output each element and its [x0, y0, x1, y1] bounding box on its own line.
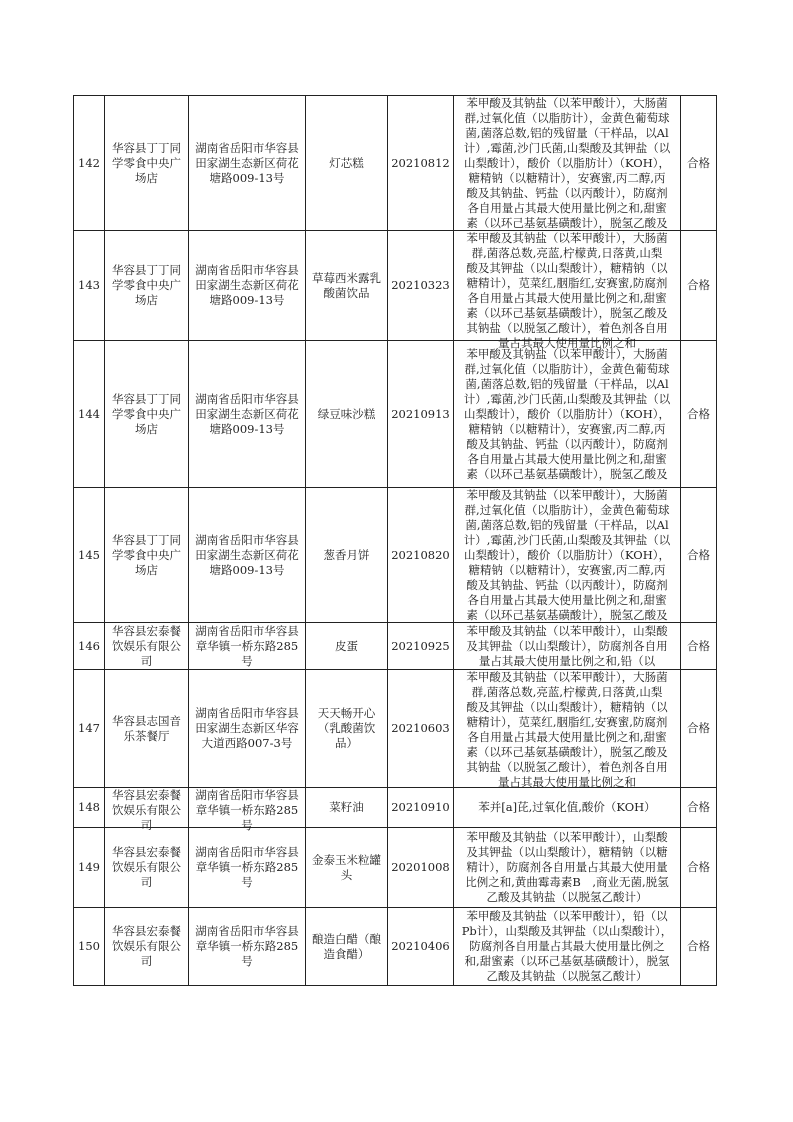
table-row [74, 623, 717, 670]
company-name-text: 华容县丁丁同 学零食中央广 场店 [112, 263, 181, 307]
test-items-text: 苯甲酸及其钠盐（以苯甲酸计），大肠菌 群,过氧化值（以脂肪计），金黄色葡萄球 菌,菌落总数,铝的残留量（干样品，以Al 计）,霉菌,沙门氏菌,山梨酸及其钾盐（以 山梨酸计），酸价（以脂肪计）（KOH）， 糖精钠（以糖精计），安赛蜜,丙二醇,丙 酸及其钠盐、钙盐（以丙酸计），防腐剂 各自用量占其最大使用量比例之和,甜蜜 素（以环己基氨基磺酸计），脱氢乙酸及 [463, 96, 671, 230]
company-address-text: 湖南省岳阳市华容县 田家湖生态新区荷花 塘路009-13号 [195, 140, 299, 185]
row-number [74, 341, 105, 488]
company-name-text: 华容县宏泰餐 饮娱乐有限公 司 [112, 623, 181, 668]
product-name [306, 341, 388, 488]
result-status-text: 合格 [687, 721, 710, 735]
result-status-text: 合格 [687, 939, 710, 953]
test-items-text: 苯甲酸及其钠盐（以苯甲酸计），大肠菌 群,过氧化值（以脂肪计），金黄色葡萄球 菌,菌落总数,铝的残留量（干样品，以Al 计）,霉菌,沙门氏菌,山梨酸及其钾盐（以 山梨酸计），酸价（以脂肪计）（KOH）， 糖精钠（以糖精计），安赛蜜,丙二醇,丙 酸及其钠盐、钙盐（以丙酸计），防腐剂 各自用量占其最大使用量比例之和,甜蜜 素（以环己基氨基磺酸计），脱氢乙酸及 [463, 346, 671, 481]
row-number [74, 788, 105, 828]
company-name [105, 96, 189, 231]
company-address [189, 670, 306, 788]
production-date-text: 20201008 [391, 860, 450, 874]
company-address-text: 湖南省岳阳市华容县 章华镇一桥东路285号 [195, 845, 299, 889]
row-number [74, 670, 105, 788]
product-name-text: 绿豆味沙糕 [317, 406, 376, 421]
row-number-text: 142 [78, 155, 100, 170]
row-number-text: 150 [78, 939, 100, 953]
table-row [74, 788, 717, 828]
test-items [454, 96, 681, 231]
test-items-text: 苯甲酸及其钠盐（以苯甲酸计），大肠菌 群,菌落总数,亮蓝,柠檬黄,日落黄,山梨 酸及其钾盐（以山梨酸计），糖精钠（以 糖精计），苋菜红,胭脂红,安赛蜜,防腐剂 各自用量占其最大使用量比例之和,甜蜜 素（以环己基氨基磺酸计），脱氢乙酸及 其钠盐（以脱氢乙酸计），着色剂各自用 量占其最大使用量比例之和 [466, 670, 668, 789]
row-number-text: 148 [78, 800, 100, 814]
table-row [74, 670, 717, 788]
result-status [681, 623, 717, 670]
test-items-text: 苯甲酸及其钠盐（以苯甲酸计），大肠菌 群,过氧化值（以脂肪计），金黄色葡萄球 菌,菌落总数,铝的残留量（干样品，以Al 计）,霉菌,沙门氏菌,山梨酸及其钾盐（以 山梨酸计），酸价（以脂肪计）（KOH）， 糖精钠（以糖精计），安赛蜜,丙二醇,丙 酸及其钠盐、钙盐（以丙酸计），防腐剂 各自用量占其最大使用量比例之和,甜蜜 素（以环己基氨基磺酸计），脱氢乙酸及 [463, 488, 671, 622]
product-name [306, 623, 388, 670]
result-status [681, 670, 717, 788]
test-items [454, 828, 681, 908]
production-date [388, 623, 454, 670]
company-name [105, 488, 189, 623]
product-name [306, 908, 388, 986]
test-items [454, 231, 681, 350]
production-date-text: 20210406 [391, 939, 450, 953]
result-status [681, 341, 717, 488]
company-name [105, 623, 189, 670]
company-address-text: 湖南省岳阳市华容县 田家湖生态新区荷花 塘路009-13号 [195, 532, 299, 577]
product-name-text: 酿造白醋（酿 造食醋） [312, 931, 381, 961]
company-name [105, 670, 189, 788]
product-name-text: 草莓西米露乳 酸菌饮品 [312, 270, 381, 300]
row-number-text: 143 [78, 278, 100, 292]
product-name-text: 皮蛋 [335, 638, 358, 653]
company-address [189, 908, 306, 986]
product-name [306, 96, 388, 231]
company-address [189, 231, 306, 341]
test-items-text: 苯甲酸及其钠盐（以苯甲酸计），山梨酸 及其钾盐（以山梨酸计），防腐剂各自用 量占其最大使用量比例之和,铅（以 [466, 623, 668, 668]
test-items-text: 苯甲酸及其钠盐（以苯甲酸计），山梨酸 及其钾盐（以山梨酸计），糖精钠（以糖 精计），防腐剂各自用量占其最大使用量 比例之和,黄曲霉毒素B ,商业无菌,脱氢 乙酸及其钠盐（以脱氢乙酸计） [465, 830, 669, 904]
production-date [388, 488, 454, 623]
row-number [74, 908, 105, 986]
test-items-text: 苯甲酸及其钠盐（以苯甲酸计），大肠菌 群,菌落总数,亮蓝,柠檬黄,日落黄,山梨 酸及其钾盐（以山梨酸计），糖精钠（以 糖精计），苋菜红,胭脂红,安赛蜜,防腐剂 各自用量占其最大使用量比例之和,甜蜜 素（以环己基氨基磺酸计），脱氢乙酸及 其钠盐（以脱氢乙酸计），着色剂各自用 量占其最大使用量比例之和 [466, 231, 668, 350]
company-address-text: 湖南省岳阳市华容县 章华镇一桥东路285号 [195, 788, 299, 832]
row-number [74, 96, 105, 231]
row-number-text: 149 [78, 860, 100, 874]
table-row [74, 341, 717, 488]
company-name-text: 华容县宏泰餐 饮娱乐有限公 司 [112, 845, 181, 889]
table-row [74, 828, 717, 908]
company-address-text: 湖南省岳阳市华容县 田家湖生态新区荷花 塘路009-13号 [195, 263, 299, 307]
row-number-text: 147 [78, 721, 100, 735]
production-date [388, 231, 454, 341]
test-items [454, 908, 681, 986]
production-date [388, 908, 454, 986]
product-name-text: 葱香月饼 [323, 547, 370, 562]
company-address-text: 湖南省岳阳市华容县 章华镇一桥东路285号 [195, 623, 299, 668]
company-address-text: 湖南省岳阳市华容县 田家湖生态新区荷花 塘路009-13号 [195, 391, 299, 436]
product-name-text: 菜籽油 [329, 800, 364, 814]
company-name-text: 华容县丁丁同 学零食中央广 场店 [112, 391, 181, 436]
result-status-text: 合格 [687, 406, 710, 421]
result-status [681, 488, 717, 623]
product-name [306, 828, 388, 908]
production-date-text: 20210323 [391, 278, 450, 292]
result-status-text: 合格 [687, 155, 710, 170]
result-status-text: 合格 [687, 278, 710, 292]
production-date-text: 20210910 [391, 800, 450, 814]
table-row [74, 488, 717, 623]
row-number [74, 623, 105, 670]
table-row [74, 96, 717, 231]
test-items-text: 苯并[a]芘,过氧化值,酸价（KOH） [478, 800, 656, 814]
row-number [74, 488, 105, 623]
production-date-text: 20210913 [391, 406, 450, 421]
production-date [388, 96, 454, 231]
result-status-text: 合格 [687, 638, 710, 653]
production-date [388, 341, 454, 488]
company-name [105, 828, 189, 908]
company-address [189, 488, 306, 623]
result-status [681, 231, 717, 341]
product-name [306, 231, 388, 341]
production-date-text: 20210925 [391, 638, 450, 653]
company-address-text: 湖南省岳阳市华容县 田家湖生态新区华容 大道西路007-3号 [195, 706, 299, 750]
test-items [454, 341, 681, 488]
company-address-text: 湖南省岳阳市华容县 章华镇一桥东路285号 [195, 924, 299, 968]
product-name-text: 天天畅开心 （乳酸菌饮 品） [317, 706, 376, 750]
result-status-text: 合格 [687, 800, 710, 814]
product-name [306, 488, 388, 623]
company-name [105, 788, 189, 832]
company-address [189, 828, 306, 908]
company-address [189, 96, 306, 231]
product-name-text: 灯芯糕 [329, 155, 364, 170]
product-name-text: 金泰玉米粒罐 头 [312, 852, 381, 882]
result-status-text: 合格 [687, 547, 710, 562]
row-number-text: 146 [78, 638, 100, 653]
production-date-text: 20210603 [391, 721, 450, 735]
company-name [105, 908, 189, 986]
table-row [74, 908, 717, 986]
product-name [306, 788, 388, 828]
test-items [454, 670, 681, 788]
company-name-text: 华容县志国音 乐茶餐厅 [112, 713, 181, 743]
production-date-text: 20210820 [391, 547, 450, 562]
company-name-text: 华容县宏泰餐 饮娱乐有限公 司 [112, 924, 181, 968]
production-date [388, 670, 454, 788]
company-name [105, 231, 189, 341]
company-address [189, 623, 306, 670]
test-items [454, 623, 681, 670]
test-items-text: 苯甲酸及其钠盐（以苯甲酸计），铅（以 Pb计），山梨酸及其钾盐（以山梨酸计）， 防腐剂各自用量占其最大使用量比例之 和,甜蜜素（以环己基氨基磺酸计），脱氢 乙酸及其钠盐（以脱氢乙酸计） [461, 909, 673, 983]
table-row [74, 231, 717, 341]
result-status [681, 788, 717, 828]
row-number [74, 828, 105, 908]
production-date [388, 828, 454, 908]
production-date-text: 20210812 [391, 155, 450, 170]
company-name-text: 华容县丁丁同 学零食中央广 场店 [112, 532, 181, 577]
company-address [189, 788, 306, 832]
company-name-text: 华容县丁丁同 学零食中央广 场店 [112, 140, 181, 185]
inspection-results-table [73, 95, 717, 986]
company-address [189, 341, 306, 488]
row-number-text: 144 [78, 406, 100, 421]
company-name-text: 华容县宏泰餐 饮娱乐有限公 司 [112, 788, 181, 832]
result-status [681, 828, 717, 908]
product-name [306, 670, 388, 788]
result-status [681, 908, 717, 986]
result-status-text: 合格 [687, 860, 710, 874]
production-date [388, 788, 454, 828]
company-name [105, 341, 189, 488]
test-items [454, 788, 681, 828]
result-status [681, 96, 717, 231]
row-number [74, 231, 105, 341]
test-items [454, 488, 681, 623]
row-number-text: 145 [78, 547, 100, 562]
